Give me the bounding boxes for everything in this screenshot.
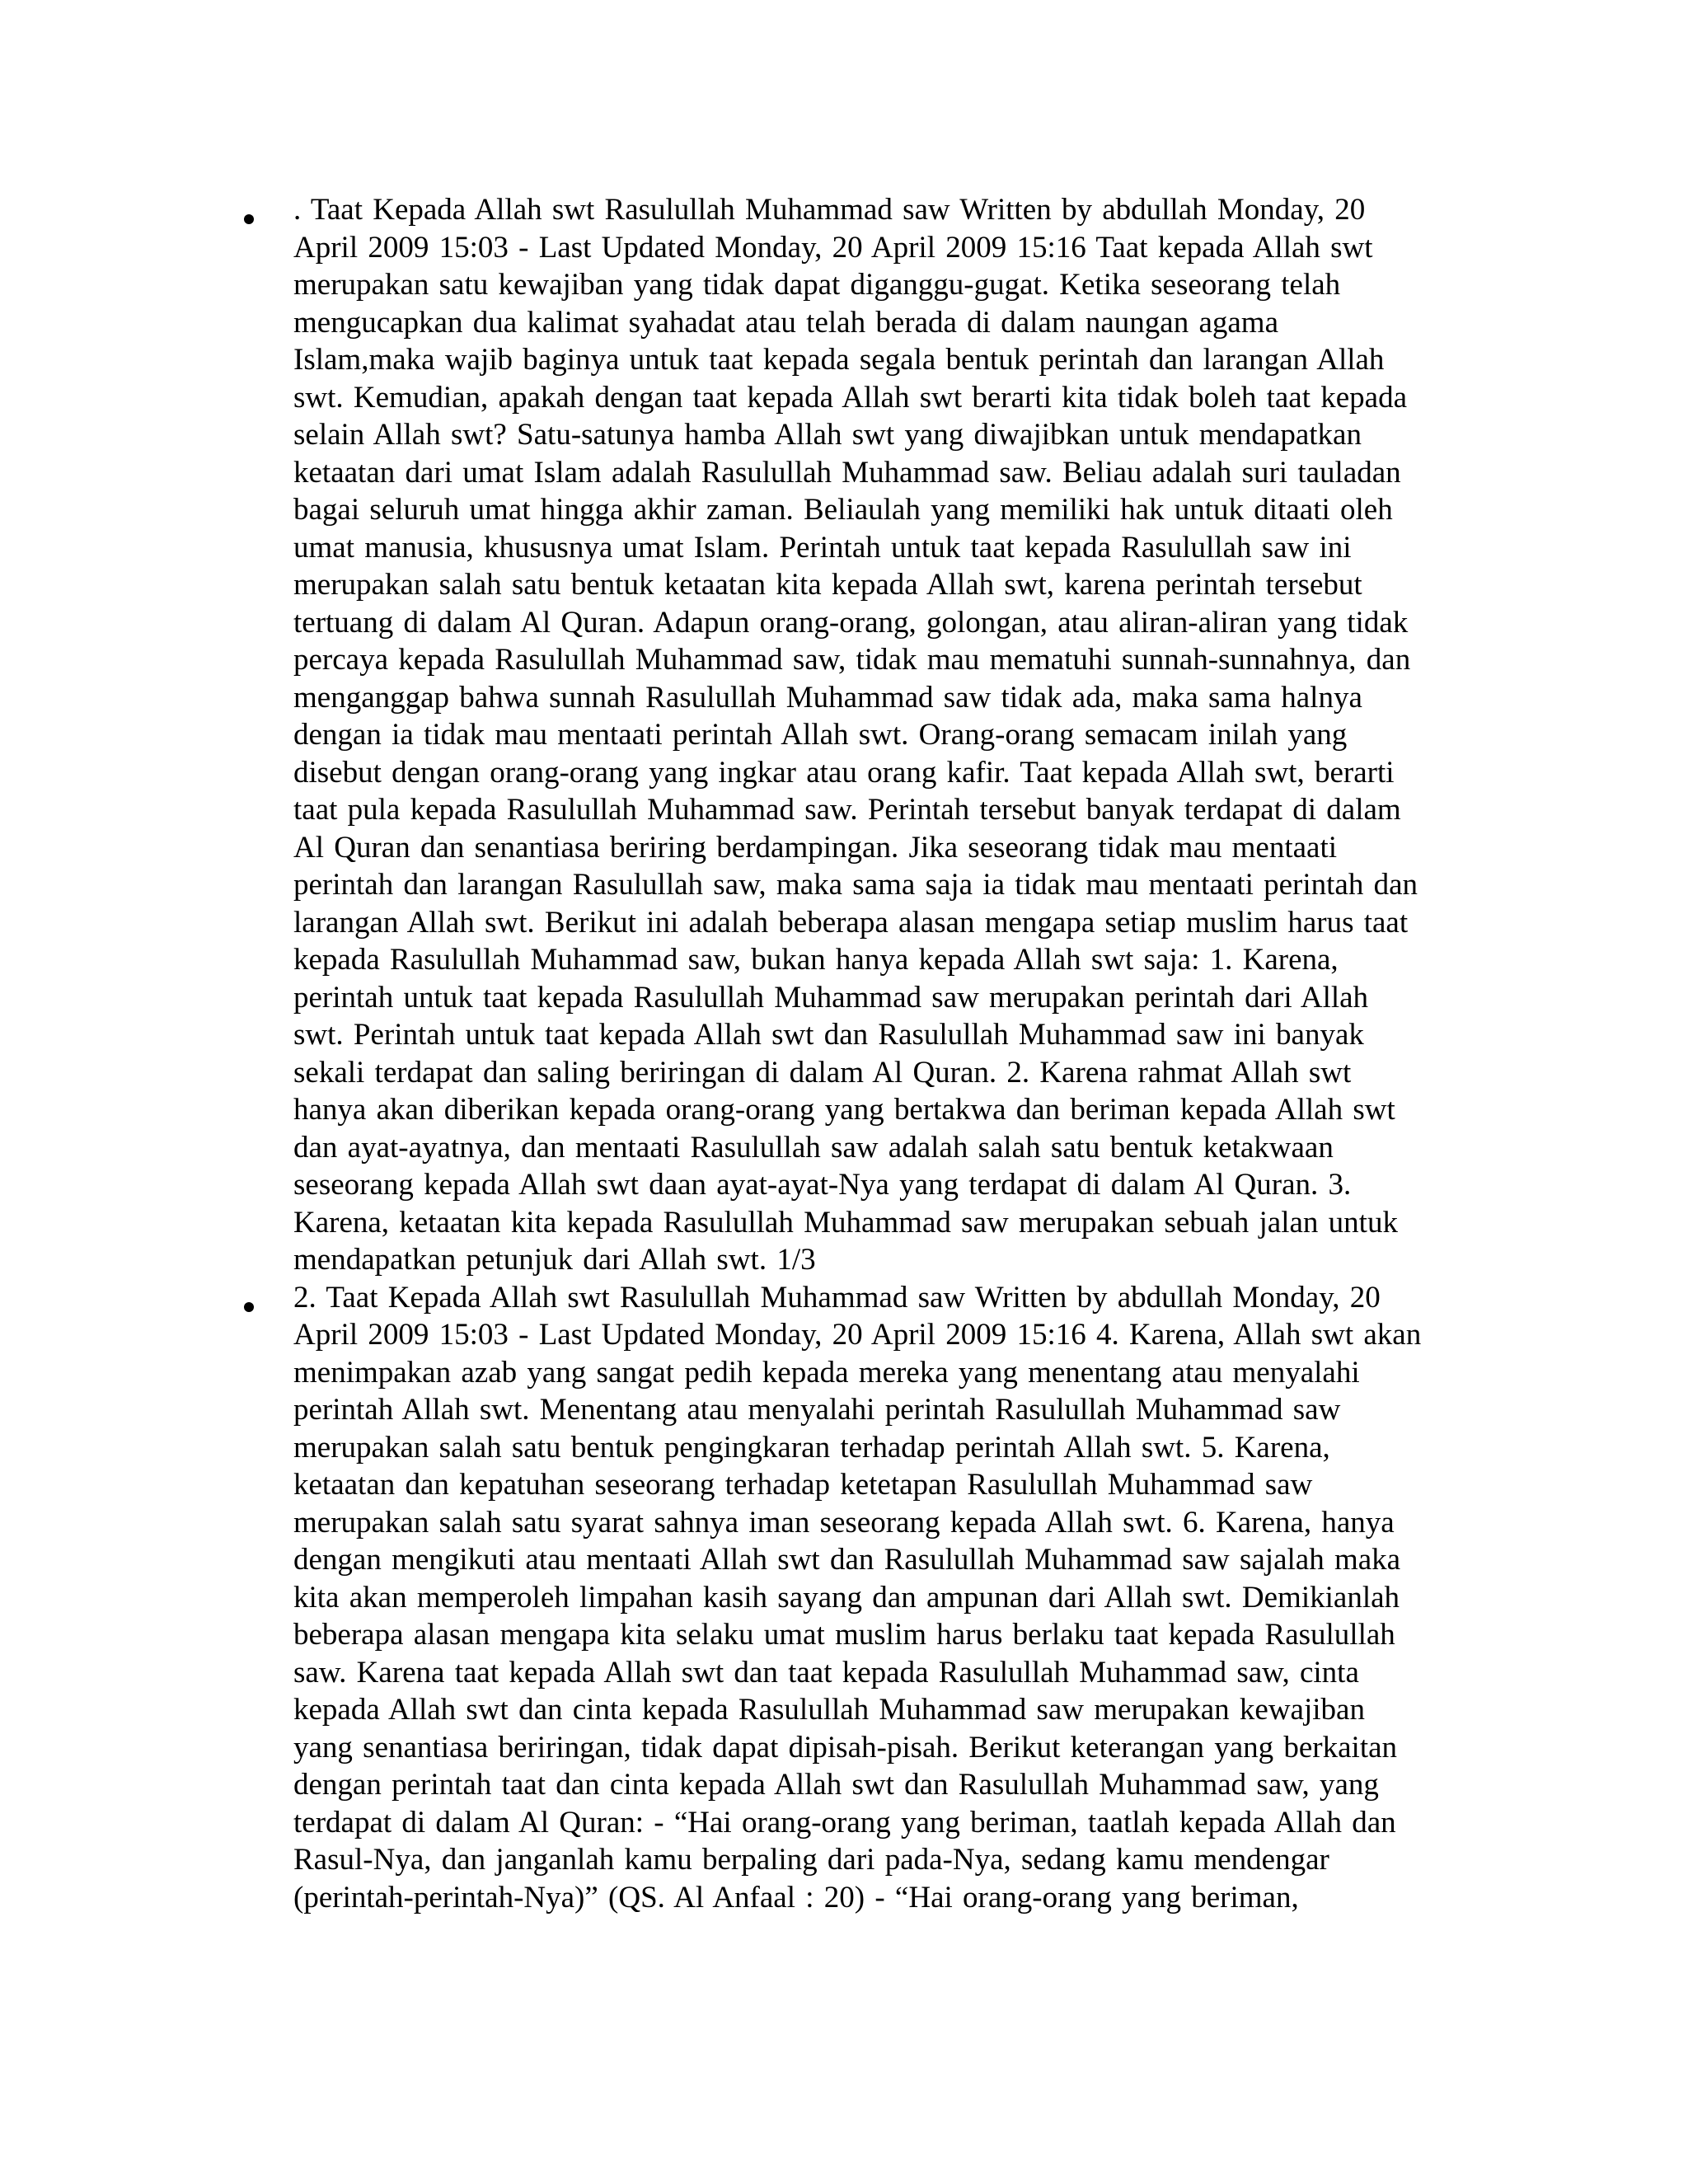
text-line: . Taat Kepada Allah swt Rasulullah Muhammad saw Written by abdullah Monday, 20 xyxy=(293,193,1366,227)
text-line: tertuang di dalam Al Quran. Adapun orang-orang, golongan, atau aliran-aliran yang tidak xyxy=(293,605,1409,640)
text-line: swt. Kemudian, apakah dengan taat kepada Allah swt berarti kita tidak boleh taat kepada xyxy=(293,380,1408,415)
text-line: kepada Allah swt dan cinta kepada Rasulullah Muhammad saw merupakan kewajiban xyxy=(293,1693,1365,1727)
text-line: bagai seluruh umat hingga akhir zaman. Beliaulah yang memiliki hak untuk ditaati oleh xyxy=(293,493,1393,527)
text-line: mendapatkan petunjuk dari Allah swt. 1/3 xyxy=(293,1243,816,1277)
text-line: yang senantiasa beriringan, tidak dapat dipisah-pisah. Berikut keterangan yang berkaitan xyxy=(293,1730,1398,1765)
text-line: merupakan salah satu bentuk ketaatan kita kepada Allah swt, karena perintah tersebut xyxy=(293,568,1362,602)
text-line: larangan Allah swt. Berikut ini adalah beberapa alasan mengapa setiap muslim harus taat xyxy=(293,905,1409,940)
text-line: ketaatan dan kepatuhan seseorang terhadap ketetapan Rasulullah Muhammad saw xyxy=(293,1468,1313,1502)
text-line: Al Quran dan senantiasa beriring berdampingan. Jika seseorang tidak mau mentaati xyxy=(293,830,1338,865)
text-line: terdapat di dalam Al Quran: - “Hai orang-orang yang beriman, taatlah kepada Allah dan xyxy=(293,1805,1396,1840)
text-line: beberapa alasan mengapa kita selaku umat muslim harus berlaku taat kepada Rasulullah xyxy=(293,1618,1395,1652)
text-line: kita akan memperoleh limpahan kasih sayang dan ampunan dari Allah swt. Demikianlah xyxy=(293,1580,1400,1615)
text-line: dengan perintah taat dan cinta kepada Allah swt dan Rasulullah Muhammad saw, yang xyxy=(293,1768,1379,1802)
text-line: merupakan salah satu bentuk pengingkaran terhadap perintah Allah swt. 5. Karena, xyxy=(293,1430,1330,1465)
text-line: Islam,maka wajib baginya untuk taat kepada segala bentuk perintah dan larangan Allah xyxy=(293,343,1385,377)
text-line: merupakan salah satu syarat sahnya iman seseorang kepada Allah swt. 6. Karena, hanya xyxy=(293,1505,1395,1540)
bullet-icon xyxy=(244,214,254,224)
text-line: perintah dan larangan Rasulullah saw, maka sama saja ia tidak mau mentaati perintah dan xyxy=(293,868,1418,902)
text-line: seseorang kepada Allah swt daan ayat-ayat-Nya yang terdapat di dalam Al Quran. 3. xyxy=(293,1168,1352,1202)
text-line: swt. Perintah untuk taat kepada Allah swt dan Rasulullah Muhammad saw ini banyak xyxy=(293,1018,1364,1052)
text-line: dengan mengikuti atau mentaati Allah swt dan Rasulullah Muhammad saw sajalah maka xyxy=(293,1543,1401,1577)
list-item xyxy=(0,1279,1688,1917)
text-line: sekali terdapat dan saling beriringan di dalam Al Quran. 2. Karena rahmat Allah swt xyxy=(293,1055,1352,1090)
text-line: disebut dengan orang-orang yang ingkar atau orang kafir. Taat kepada Allah swt, berarti xyxy=(293,755,1395,790)
text-line: dan ayat-ayatnya, dan mentaati Rasulullah saw adalah salah satu bentuk ketakwaan xyxy=(293,1130,1334,1165)
text-line: dengan ia tidak mau mentaati perintah Allah swt. Orang-orang semacam inilah yang xyxy=(293,718,1348,752)
text-line: saw. Karena taat kepada Allah swt dan taat kepada Rasulullah Muhammad saw, cinta xyxy=(293,1655,1359,1690)
text-line: perintah Allah swt. Menentang atau menyalahi perintah Rasulullah Muhammad saw xyxy=(293,1393,1341,1427)
text-line: ketaatan dari umat Islam adalah Rasulullah Muhammad saw. Beliau adalah suri tauladan xyxy=(293,455,1401,490)
paragraph-text xyxy=(293,1279,1447,1917)
bullet-icon xyxy=(244,1302,254,1312)
text-line: taat pula kepada Rasulullah Muhammad saw. Perintah tersebut banyak terdapat di dalam xyxy=(293,793,1401,827)
text-line: menganggap bahwa sunnah Rasulullah Muhammad saw tidak ada, maka sama halnya xyxy=(293,680,1362,715)
text-line: merupakan satu kewajiban yang tidak dapat diganggu-gugat. Ketika seseorang telah xyxy=(293,268,1341,302)
text-line: Karena, ketaatan kita kepada Rasulullah Muhammad saw merupakan sebuah jalan untuk xyxy=(293,1205,1398,1240)
paragraph-text xyxy=(293,191,1447,1279)
list-item xyxy=(0,191,1688,1279)
text-line: Rasul-Nya, dan janganlah kamu berpaling dari pada-Nya, sedang kamu mendengar xyxy=(293,1843,1329,1877)
text-line: selain Allah swt? Satu-satunya hamba Allah swt yang diwajibkan untuk mendapatkan xyxy=(293,418,1362,452)
text-line: percaya kepada Rasulullah Muhammad saw, tidak mau mematuhi sunnah-sunnahnya, dan xyxy=(293,643,1411,677)
text-line: (perintah-perintah-Nya)” (QS. Al Anfaal : 20) - “Hai orang-orang yang beriman, xyxy=(293,1880,1299,1915)
text-line: 2. Taat Kepada Allah swt Rasulullah Muhammad saw Written by abdullah Monday, 20 xyxy=(293,1280,1381,1315)
text-line: mengucapkan dua kalimat syahadat atau telah berada di dalam naungan agama xyxy=(293,305,1278,340)
text-line: April 2009 15:03 - Last Updated Monday, 20 April 2009 15:16 Taat kepada Allah swt xyxy=(293,230,1373,265)
text-line: hanya akan diberikan kepada orang-orang yang bertakwa dan beriman kepada Allah swt xyxy=(293,1093,1395,1127)
text-line: perintah untuk taat kepada Rasulullah Muhammad saw merupakan perintah dari Allah xyxy=(293,980,1369,1015)
text-line: menimpakan azab yang sangat pedih kepada mereka yang menentang atau menyalahi xyxy=(293,1355,1360,1390)
text-line: umat manusia, khususnya umat Islam. Perintah untuk taat kepada Rasulullah saw ini xyxy=(293,530,1352,565)
bullet-list xyxy=(0,191,1688,1916)
text-line: kepada Rasulullah Muhammad saw, bukan hanya kepada Allah swt saja: 1. Karena, xyxy=(293,943,1339,977)
text-line: April 2009 15:03 - Last Updated Monday, 20 April 2009 15:16 4. Karena, Allah swt akan xyxy=(293,1318,1422,1352)
